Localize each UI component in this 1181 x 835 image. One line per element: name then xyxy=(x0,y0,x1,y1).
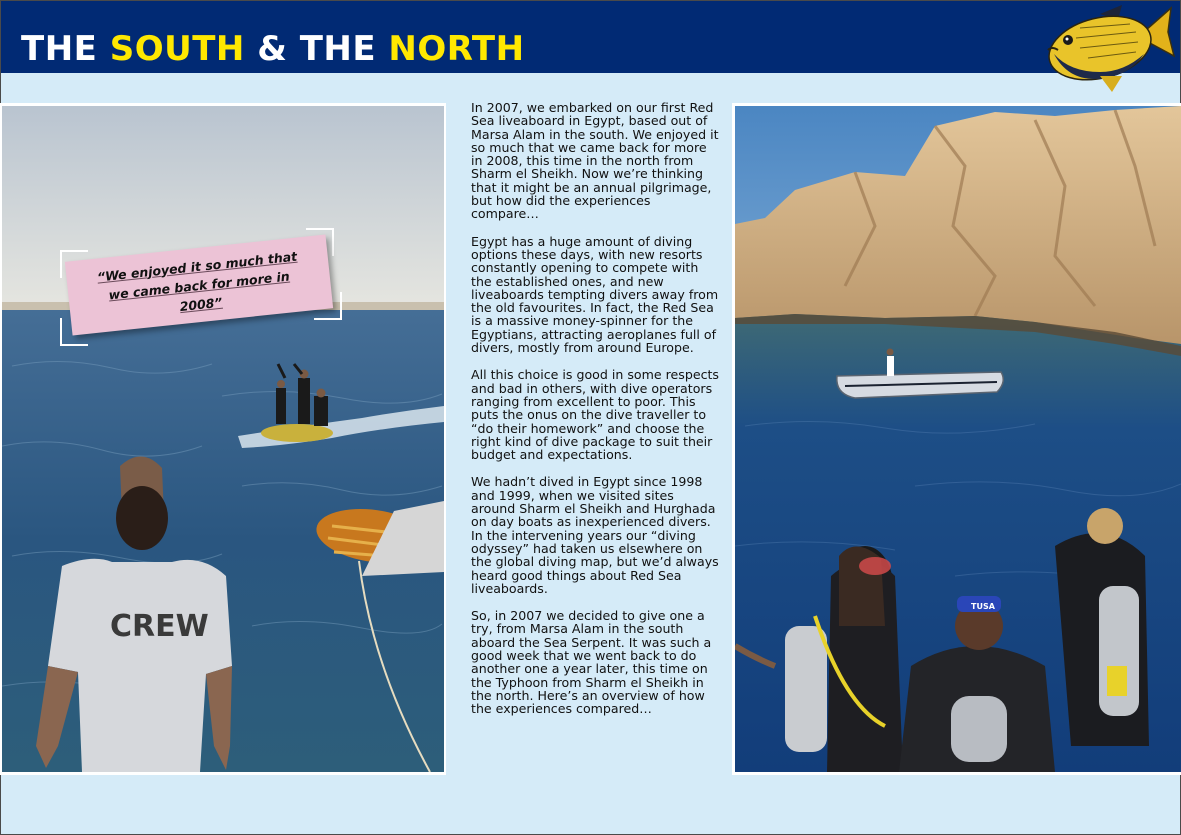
title-part-and-the: & THE xyxy=(244,29,389,69)
triggerfish-illustration xyxy=(1040,2,1175,94)
right-photo xyxy=(735,106,1181,772)
article-paragraph-3: All this choice is good in some respects and bad in others, with dive operators ranging from excellent to poor. This puts the onus on the dive traveller to “do their homework” and choose the right kind of dive package to suit their budget and expectations. xyxy=(471,367,719,463)
dive-cap-label: TUSA xyxy=(971,602,995,611)
title-part-south: SOUTH xyxy=(109,29,245,69)
title-part-north: NORTH xyxy=(388,29,525,69)
page-title xyxy=(21,29,525,69)
pull-quote xyxy=(60,228,342,346)
page-header xyxy=(1,1,1180,73)
crew-shirt-text: CREW xyxy=(110,609,209,644)
article-paragraph-2: Egypt has a huge amount of diving options these days, with new resorts constantly opening to compete with the established ones, and new liveaboards tempting divers away from the old favourites. In fact, the Red Sea is a massive money-spinner for the Egyptians, attracting aeroplanes full of divers, mostly from around Europe. xyxy=(471,233,719,356)
article-paragraph-1: In 2007, we embarked on our first Red Sea liveaboard in Egypt, based out of Marsa Alam in the south. We enjoyed it so much that we came back for more in 2008, this time in the north from Sharm el Sheikh. Now we’re thinking that it might be an annual pilgrimage, but how did the experiences compare… xyxy=(471,100,719,222)
title-part-the: THE xyxy=(21,29,110,69)
pull-quote-card xyxy=(65,235,333,336)
left-photo xyxy=(2,106,444,772)
article-body xyxy=(471,101,721,729)
pull-quote-text: “We enjoyed it so much that we came back for more in 2008” xyxy=(96,248,298,314)
right-photo-scene xyxy=(735,106,1181,772)
article-paragraph-4: We hadn’t dived in Egypt since 1998 and 1999, when we visited sites around Sharm el Sheikh and Hurghada on day boats as inexperienced divers. In the intervening years our “diving odyssey” had taken us elsewhere on the global diving map, but we’d always heard good things about Red Sea liveaboards. xyxy=(471,474,719,596)
article-paragraph-5: So, in 2007 we decided to give one a try, from Marsa Alam in the south aboard the Sea Serpent. It was such a good week that we went back to do another one a year later, this time on the Typhoon from Sharm el Sheikh in the north. Here’s an overview of how the experiences compared… xyxy=(471,608,712,717)
left-photo-scene xyxy=(2,106,444,772)
